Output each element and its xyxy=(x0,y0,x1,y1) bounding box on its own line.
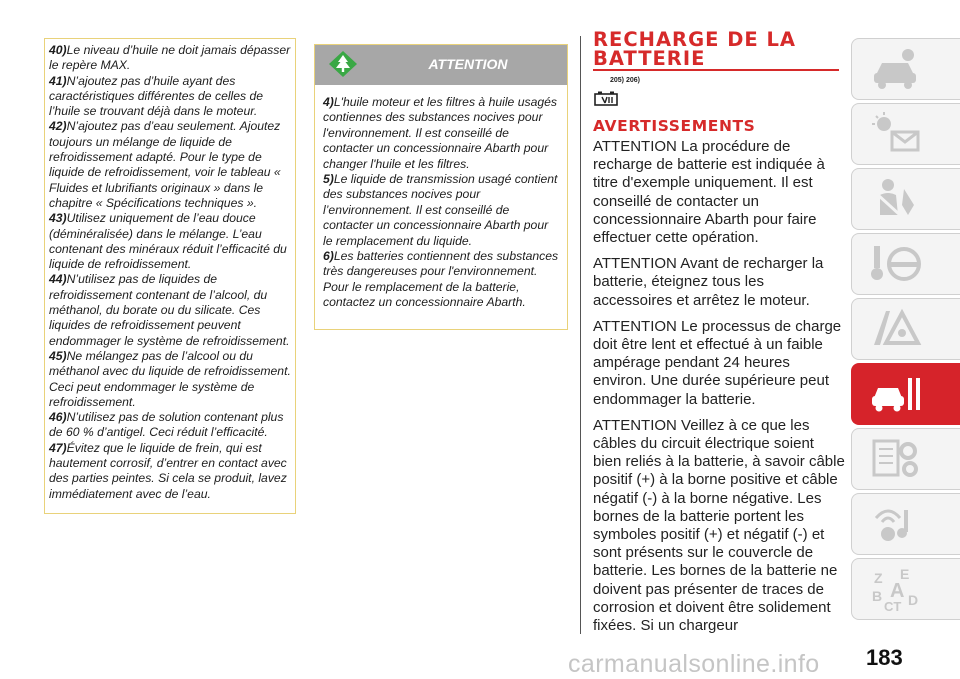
attention-title: ATTENTION xyxy=(428,56,508,72)
attention-header xyxy=(315,45,567,85)
tab-multimedia[interactable] xyxy=(851,493,960,555)
tab-car-dashboard[interactable] xyxy=(851,38,960,100)
paragraph: ATTENTION Veillez à ce que les câbles du circuit électrique soient bien reliés à la batterie, à savoir câble positif (+) à la borne positive et câble négatif (-) à la borne négative. Les bornes de la batterie portent les symboles positif (+) et négatif (-) et sont présents sur le couvercle de batterie. Les bornes de la batterie ne doivent pas présenter de traces de corrosion et doivent être solidement fixées. Si un chargeur xyxy=(593,416,845,635)
note-text: N’ajoutez pas d’huile ayant des caractéristiques différentes de celles de l’huile se trouvant déjà dans le moteur. xyxy=(49,73,264,119)
note-text: N’ajoutez pas d’eau seulement. Ajoutez toujours un mélange de liquide de refroidissement adapté. Pour le type de liquide de refroidissement, voir le tableau « Fluides et lubrifiants originaux » dans le chapitre « Spécifications techniques ». xyxy=(49,119,281,210)
attention-body xyxy=(315,85,567,311)
note-number: 41) xyxy=(49,73,67,88)
tab-maintenance[interactable] xyxy=(851,363,960,425)
page-number: 183 xyxy=(866,645,903,670)
tab-safety[interactable] xyxy=(851,168,960,230)
attention-note xyxy=(323,249,559,311)
note-number: 6) xyxy=(323,249,334,264)
section-title-line-2: BATTERIE xyxy=(593,47,706,70)
technical-specs-icon xyxy=(868,435,924,483)
note-number: 46) xyxy=(49,410,67,425)
svg-text:B: B xyxy=(872,588,883,604)
attention-box xyxy=(314,44,568,330)
road-emergency-icon xyxy=(868,305,924,353)
section-title-line-1: RECHARGE DE LA xyxy=(593,28,797,51)
car-dashboard-icon xyxy=(868,45,924,93)
svg-text:E: E xyxy=(900,566,910,582)
chapter-tab-bar xyxy=(851,38,960,623)
tab-emergency[interactable] xyxy=(851,298,960,360)
note-number: 5) xyxy=(323,172,334,187)
attention-note xyxy=(323,95,559,172)
warning-note xyxy=(49,119,292,211)
svg-text:CT: CT xyxy=(884,599,902,613)
note-number: 44) xyxy=(49,272,67,287)
svg-text:Z: Z xyxy=(874,570,883,586)
warning-note xyxy=(49,272,292,348)
tab-starting-driving[interactable] xyxy=(851,233,960,295)
note-references: 205) 206) xyxy=(610,77,640,84)
note-text: N’utilisez pas de solution contenant plus de 60 % d’antigel. Ceci réduit l’efficacité. xyxy=(49,410,284,440)
tab-technical-data[interactable] xyxy=(851,428,960,490)
attention-note xyxy=(323,172,559,249)
note-text: Ne mélangez pas de l’alcool ou du méthanol avec du liquide de refroidissement. Ceci peut endommager le système de refroidissement. xyxy=(49,348,291,409)
warning-note xyxy=(49,349,292,410)
section-title xyxy=(593,30,845,68)
svg-text:A: A xyxy=(890,580,905,602)
warnings-column xyxy=(44,38,296,514)
note-number: 43) xyxy=(49,211,67,226)
warning-note xyxy=(49,211,292,272)
note-number: 40) xyxy=(49,43,67,57)
steering-key-icon xyxy=(868,240,924,288)
warnings-heading: AVERTISSEMENTS xyxy=(593,117,756,135)
car-maintenance-icon xyxy=(868,370,924,418)
warning-note xyxy=(49,43,292,74)
note-text: N’utilisez pas de liquides de refroidissement contenant de l’alcool, du méthanol, du borate ou du silicate. Ces liquides de refroidissement peuvent endommager le système de refroidissement. xyxy=(49,272,290,348)
paragraph: ATTENTION Avant de recharger la batterie, éteignez tous les accessoires et arrêtez le moteur. xyxy=(593,255,824,309)
tab-index[interactable] xyxy=(851,558,960,620)
note-text: L'huile moteur et les filtres à huile usagés contiennes des substances nocives pour l'environnement. Il est conseillé de contacter un concessionnaire Abarth pour changer l'huile et les filtres. xyxy=(323,95,558,171)
note-number: 4) xyxy=(323,95,334,109)
svg-text:D: D xyxy=(908,592,919,608)
note-text: Utilisez uniquement de l’eau douce (déminéralisée) dans le mélange. L’eau contenant des minéraux réduit l’efficacité du liquide de refroidissement. xyxy=(49,211,287,272)
column-divider xyxy=(580,36,581,634)
warning-note xyxy=(49,74,292,120)
warning-note xyxy=(49,410,292,441)
battery-warning-icon xyxy=(594,90,620,106)
paragraph: ATTENTION Le processus de charge doit être lent et effectué à un faible ampérage pendant 24 heures environ. Une durée supérieure peut endommager la batterie. xyxy=(593,317,842,408)
tab-warning-lights[interactable] xyxy=(851,103,960,165)
multimedia-icon xyxy=(868,500,924,548)
paragraph: ATTENTION La procédure de recharge de batterie est indiquée à titre d'exemple uniquement. Il est conseillé de contacter un concessionnaire Abarth pour faire effectuer cette opération. xyxy=(593,138,825,247)
watermark: carmanualsonline.info xyxy=(568,650,820,678)
index-abc-icon xyxy=(868,565,924,613)
note-text: Le niveau d’huile ne doit jamais dépasser le repère MAX. xyxy=(49,43,291,73)
note-text: Les batteries contiennent des substances très dangereuses pour l'environnement. Pour le remplacement de la batterie, contactez un concessionnaire Abarth. xyxy=(323,249,559,310)
note-number: 42) xyxy=(49,119,67,134)
warning-lights-icon xyxy=(868,110,924,158)
note-text: Le liquide de transmission usagé contient des substances nocives pour l’environnement. Il est conseillé de contacter un concessionnaire Abarth pour le remplacement du liquide. xyxy=(323,172,558,248)
note-text: Évitez que le liquide de frein, qui est hautement corrosif, d’entrer en contact avec des parties peintes. Si cela se produit, lavez immédiatement avec de l’eau. xyxy=(49,440,287,501)
note-number: 45) xyxy=(49,348,67,363)
safety-airbag-icon xyxy=(868,175,924,223)
environment-tree-icon xyxy=(328,50,358,78)
warning-note xyxy=(49,441,292,502)
battery-section xyxy=(593,30,845,643)
note-number: 47) xyxy=(49,440,67,455)
